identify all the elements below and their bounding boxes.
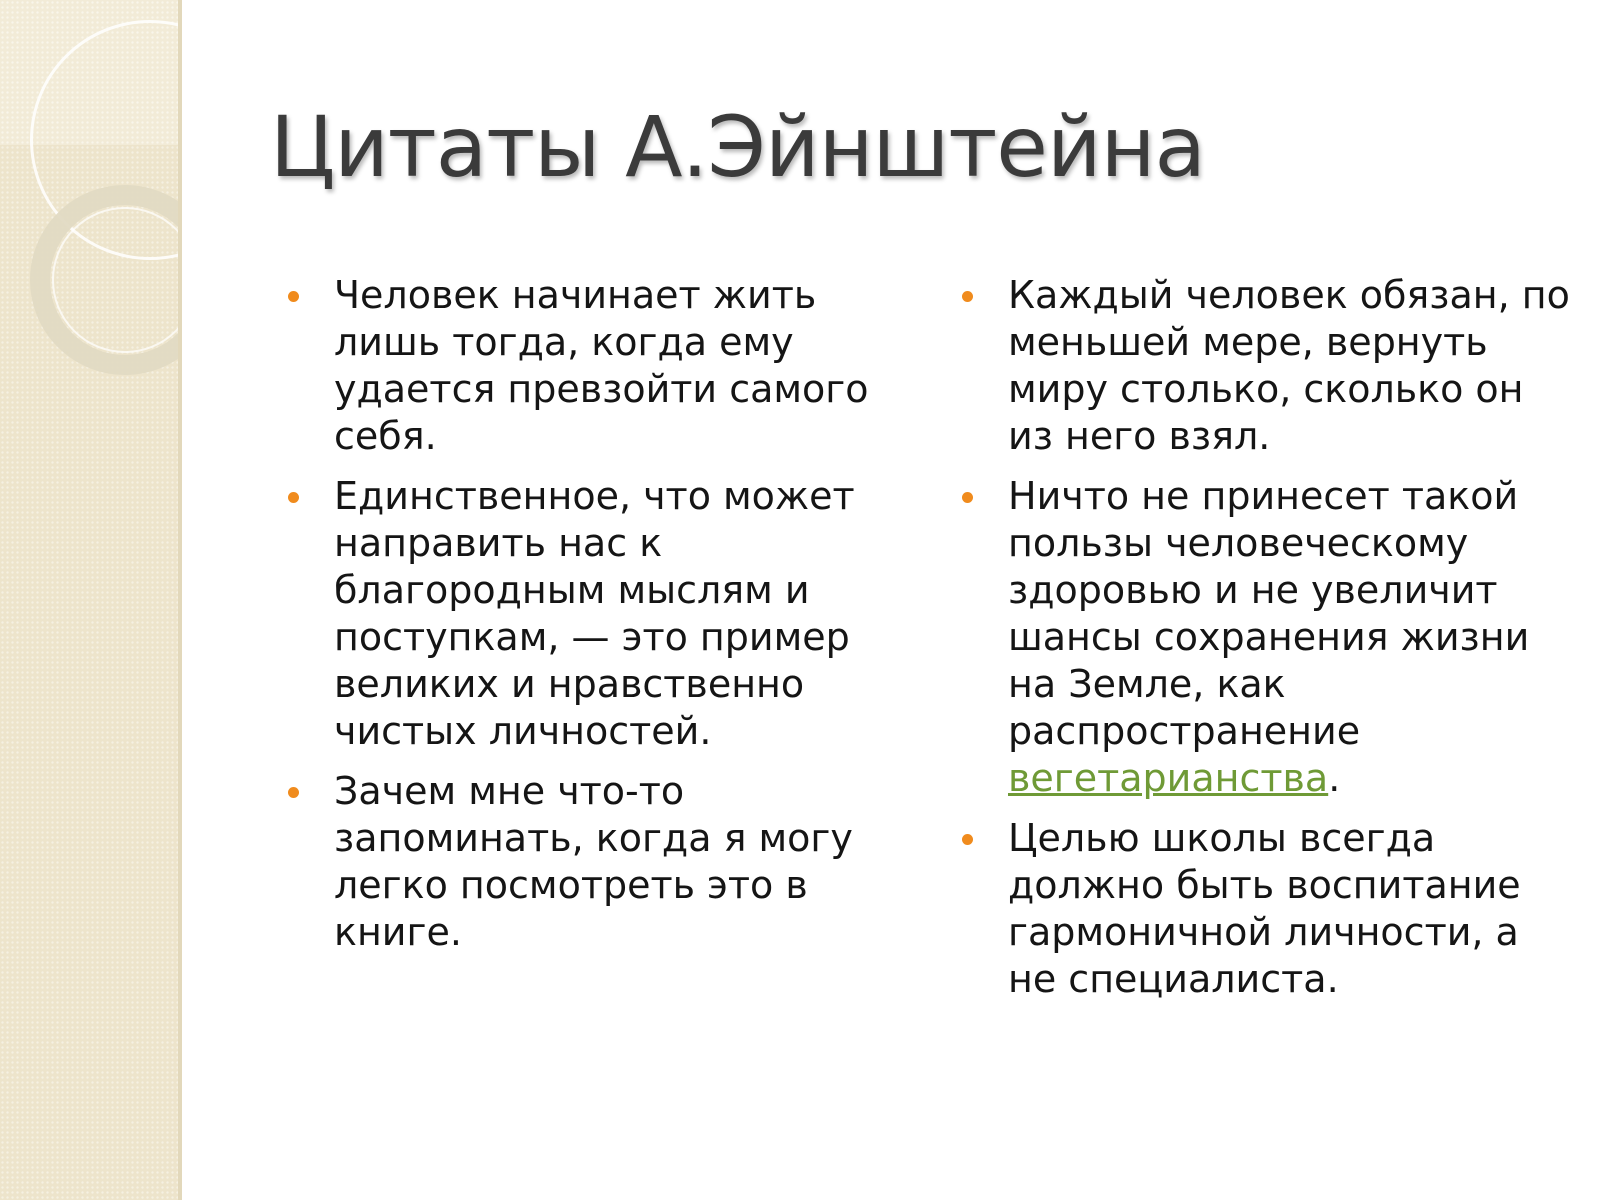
decorative-sidebar <box>0 0 182 1200</box>
right-quote-list <box>962 272 1572 1016</box>
quote-text: Каждый человек обязан, по меньшей мере, вернуть миру столько, сколько он из него взял. <box>1008 273 1570 458</box>
quote-text: Целью школы всегда должно быть воспитание гармоничной личности, а не специалиста. <box>1008 816 1521 1001</box>
quote-item <box>288 768 898 956</box>
bullet-icon <box>288 291 299 302</box>
quote-item <box>962 815 1572 1003</box>
bullet-icon <box>288 492 299 503</box>
left-quote-list <box>288 272 898 969</box>
vegetarianism-link[interactable]: вегетарианства <box>1008 756 1329 800</box>
quote-text: Единственное, что может направить нас к благородным мыслям и поступкам, — это пример великих и нравственно чистых личностей. <box>334 474 855 753</box>
bullet-icon <box>962 492 973 503</box>
quote-text: Человек начинает жить лишь тогда, когда ему удается превзойти самого себя. <box>334 273 869 458</box>
bullet-icon <box>962 291 973 302</box>
quote-item <box>288 272 898 460</box>
quote-item <box>288 473 898 755</box>
slide-title: Цитаты А.Эйнштейна <box>270 98 1205 196</box>
quote-item <box>962 272 1572 460</box>
bullet-icon <box>288 787 299 798</box>
quote-text: Ничто не принесет такой пользы человеческому здоровью и не увеличит шансы сохранения жизни на Земле, как распространение <box>1008 474 1530 753</box>
quote-text-end: . <box>1328 756 1341 800</box>
bullet-icon <box>962 834 973 845</box>
quote-text: Зачем мне что-то запоминать, когда я могу легко посмотреть это в книге. <box>334 769 853 954</box>
quote-item <box>962 473 1572 802</box>
